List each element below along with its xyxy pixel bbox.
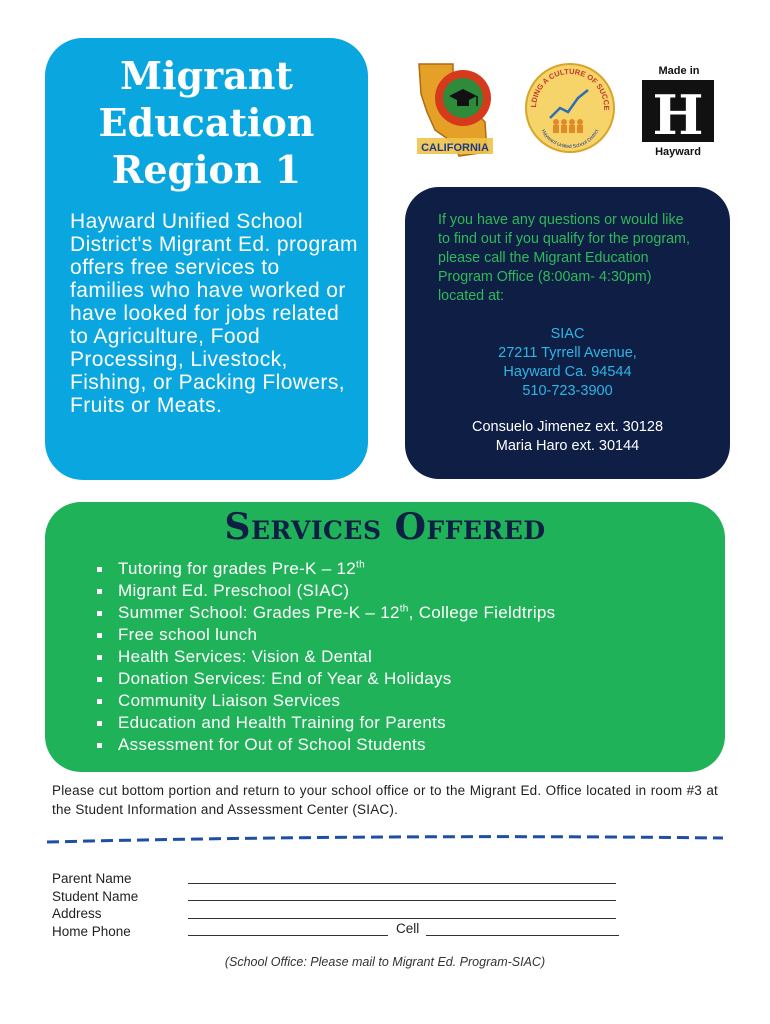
service-item [95,580,715,602]
services-title: Services Offered [224,506,546,548]
service-item [95,712,715,734]
service-item-text: Assessment for Out of School Students [118,735,426,754]
contact-text: If you have any questions or would like to find out if you qualify for the program, please call the Migrant Education Program Office (8:00am- 4:30pm) located at: [438,212,690,304]
title-line-2: Education [98,100,315,145]
service-item-text: Migrant Ed. Preschool (SIAC) [118,581,350,600]
cut-here-dashed-line [45,833,725,847]
parent-name-label: Parent Name [52,871,132,886]
page-title [45,52,368,193]
service-item-text: Free school lunch [118,625,258,644]
service-item-text: Summer School: Grades Pre-K – 12 [118,603,400,622]
contact-panel [405,187,730,479]
siac-address-line-1: 27211 Tyrrell Avenue, [498,345,637,361]
made-in-hayward-logo [638,62,720,158]
siac-phone: 510-723-3900 [522,383,613,399]
return-instructions: Please cut bottom portion and return to your school office or to the Migrant Ed. Office located in room #3 at the Student Information and Assessment Center (SIAC). [52,783,718,817]
services-list [95,558,715,756]
address-label: Address [52,906,102,921]
service-item-suffix: , College Fieldtrips [408,603,556,622]
service-item-text: Donation Services: End of Year & Holidays [118,669,452,688]
california-migrant-logo [413,60,503,160]
service-item [95,624,715,646]
siac-name: SIAC [550,326,585,342]
california-logo-text: CALIFORNIA [421,142,489,154]
student-name-line[interactable] [188,900,616,901]
siac-address-block [405,325,730,401]
contact-person-2: Maria Haro ext. 30144 [495,438,640,454]
service-item-text: Education and Health Training for Parents [118,713,446,732]
service-item [95,602,715,624]
service-item-superscript: th [399,603,409,615]
hayward-logo-top: Made in [658,65,700,77]
return-form-labels [52,870,138,940]
culture-of-success-logo [522,60,618,156]
service-item-text: Health Services: Vision & Dental [118,647,373,666]
cell-label: Cell [396,921,420,936]
student-name-label: Student Name [52,888,139,904]
culture-logo-text: LDING A CULTURE OF SUCCE [528,66,612,111]
cell-line[interactable] [426,935,619,936]
contact-person-1: Consuelo Jimenez ext. 30128 [471,419,664,435]
service-item [95,646,715,668]
contact-persons [405,418,730,456]
title-line-3: Region 1 [111,147,302,192]
hayward-logo-bottom: Hayward [655,146,701,158]
service-item-superscript: th [356,559,365,571]
home-phone-label: Home Phone [52,923,131,939]
service-item [95,668,715,690]
services-panel [45,502,725,772]
mailing-note: (School Office: Please mail to Migrant Ed. Program-SIAC) [224,955,546,969]
title-line-1: Migrant [120,53,293,98]
service-item [95,558,715,580]
siac-address-line-2: Hayward Ca. 94544 [503,364,632,380]
hayward-logo-letter: H [652,83,704,147]
service-item [95,690,715,712]
home-phone-line[interactable] [188,935,388,936]
address-line[interactable] [188,918,616,919]
parent-name-line[interactable] [188,883,616,884]
service-item-text: Community Liaison Services [118,691,341,710]
service-item [95,734,715,756]
intro-text: Hayward Unified School District's Migrant Ed. program offers free services to families who have worked or have looked for jobs related to Agriculture, Food Processing, Livestock, Fishing, or Packing Flowers, Fruits or Meats. [70,210,358,417]
title-panel [45,38,368,480]
culture-logo-subtext: Hayward Unified School District [539,128,601,151]
service-item-text: Tutoring for grades Pre-K – 12 [118,559,356,578]
